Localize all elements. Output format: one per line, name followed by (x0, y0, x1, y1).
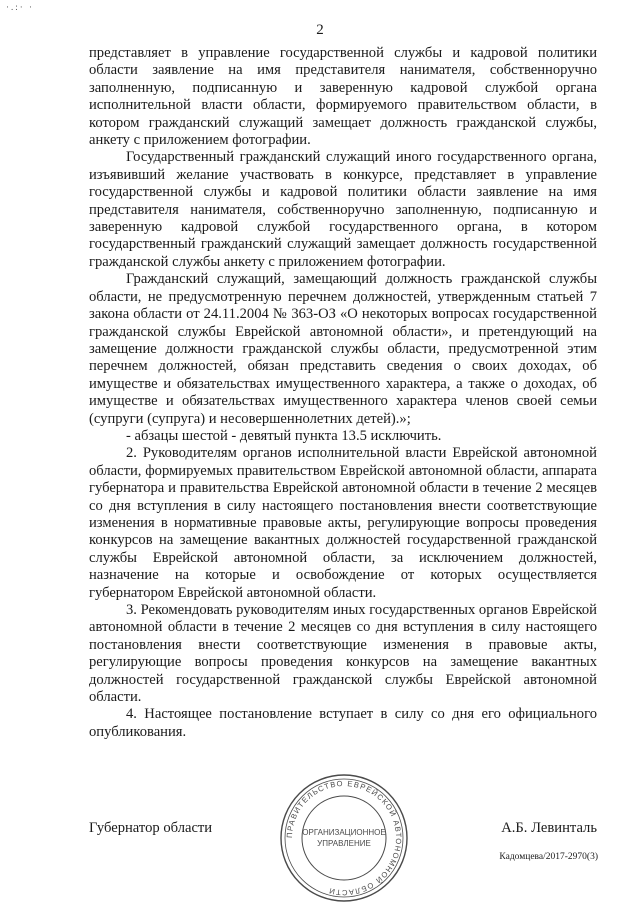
paragraph-item-3: 3. Рекомендовать руководителям иных государственных органов Еврейской автономной области в течение 2 месяцев со дня вступления в силу настоящего постановления внести соответствующие изменения в правовые акты, регулирующие вопросы проведения конкурсов на замещение вакантных должностей государственной гражданской службы Еврейской автономной области. (89, 602, 597, 706)
seal-center-line2: УПРАВЛЕНИЕ (317, 839, 371, 848)
paragraph-exclusion: - абзацы шестой - девятый пункта 13.5 исключить. (126, 427, 442, 444)
document-body (89, 45, 597, 741)
signatory-title: Губернатор области (89, 820, 213, 836)
svg-text:ПРАВИТЕЛЬСТВО ЕВРЕЙСКОЙ АВТОНО (285, 779, 403, 897)
signatory-name: А.Б. Левинталь (501, 820, 597, 836)
official-seal (278, 772, 410, 904)
seal-center-line1: ОРГАНИЗАЦИОННОЕ (302, 828, 386, 837)
seal-ring-text: ПРАВИТЕЛЬСТВО ЕВРЕЙСКОЙ АВТОНОМНОЙ ОБЛАСТИ (284, 778, 404, 898)
paragraph-item-2: 2. Руководителям органов исполнительной власти Еврейской автономной области, формируемых правительством Еврейской автономной области, аппарата губернатора и правительства Еврейской автономной области в течение 2 месяцев со дня вступления в силу настоящего постановления внести соответствующие изменения в нормативные правовые акты, регулирующие вопросы проведения конкурсов на замещение вакантных должностей государственной гражданской службы Еврейской автономной области, за исключением должностей, назначение на которые и освобождение от которых осуществляется губернатором Еврейской автономной области. (89, 445, 597, 601)
corner-mark: ·.:· · (6, 2, 34, 12)
paragraph-state-servant: Государственный гражданский служащий иного государственного органа, изъявивший желание участвовать в конкурсе, представляет в управление государственной службы и кадровой политики области заявление на имя представителя нанимателя, собственноручно заполненную, подписанную и заверенную кадровой службой государственного органа, в котором государственный гражданский служащий замещает должность государственной гражданской службы анкету с приложением фотографии. (89, 149, 597, 270)
paragraph-item-4: 4. Настоящее постановление вступает в силу со дня его официального опубликования. (89, 706, 597, 740)
page-number: 2 (316, 22, 324, 38)
executor-note: Кадомцева/2017-2970(3) (499, 852, 598, 862)
paragraph-continuation: представляет в управление государственной службы и кадровой политики области заявление на имя представителя нанимателя, собственноручно заполненную, подписанную и заверенную кадровой службой органа исполнительной власти области, формируемого правительством области, в котором гражданский служащий замещает должность гражданской службы, анкету с приложением фотографии. (89, 45, 597, 149)
paragraph-income-disclosure: Гражданский служащий, замещающий должность гражданской службы области, не предусмотренную перечнем должностей, утвержденным статьей 7 закона области от 24.11.2004 № 363-ОЗ «О некоторых вопросах государственной гражданской службы Еврейской автономной области», и претендующий на замещение должности гражданской службы области, предусмотренной этим перечнем должностей, обязан представить сведения о своих доходах, об имуществе и обязательствах имущественного характера, а также о доходах, об имуществе и обязательствах имущественного характера членов своей семьи (супруги (супруга) и несовершеннолетних детей).»; (89, 271, 597, 427)
